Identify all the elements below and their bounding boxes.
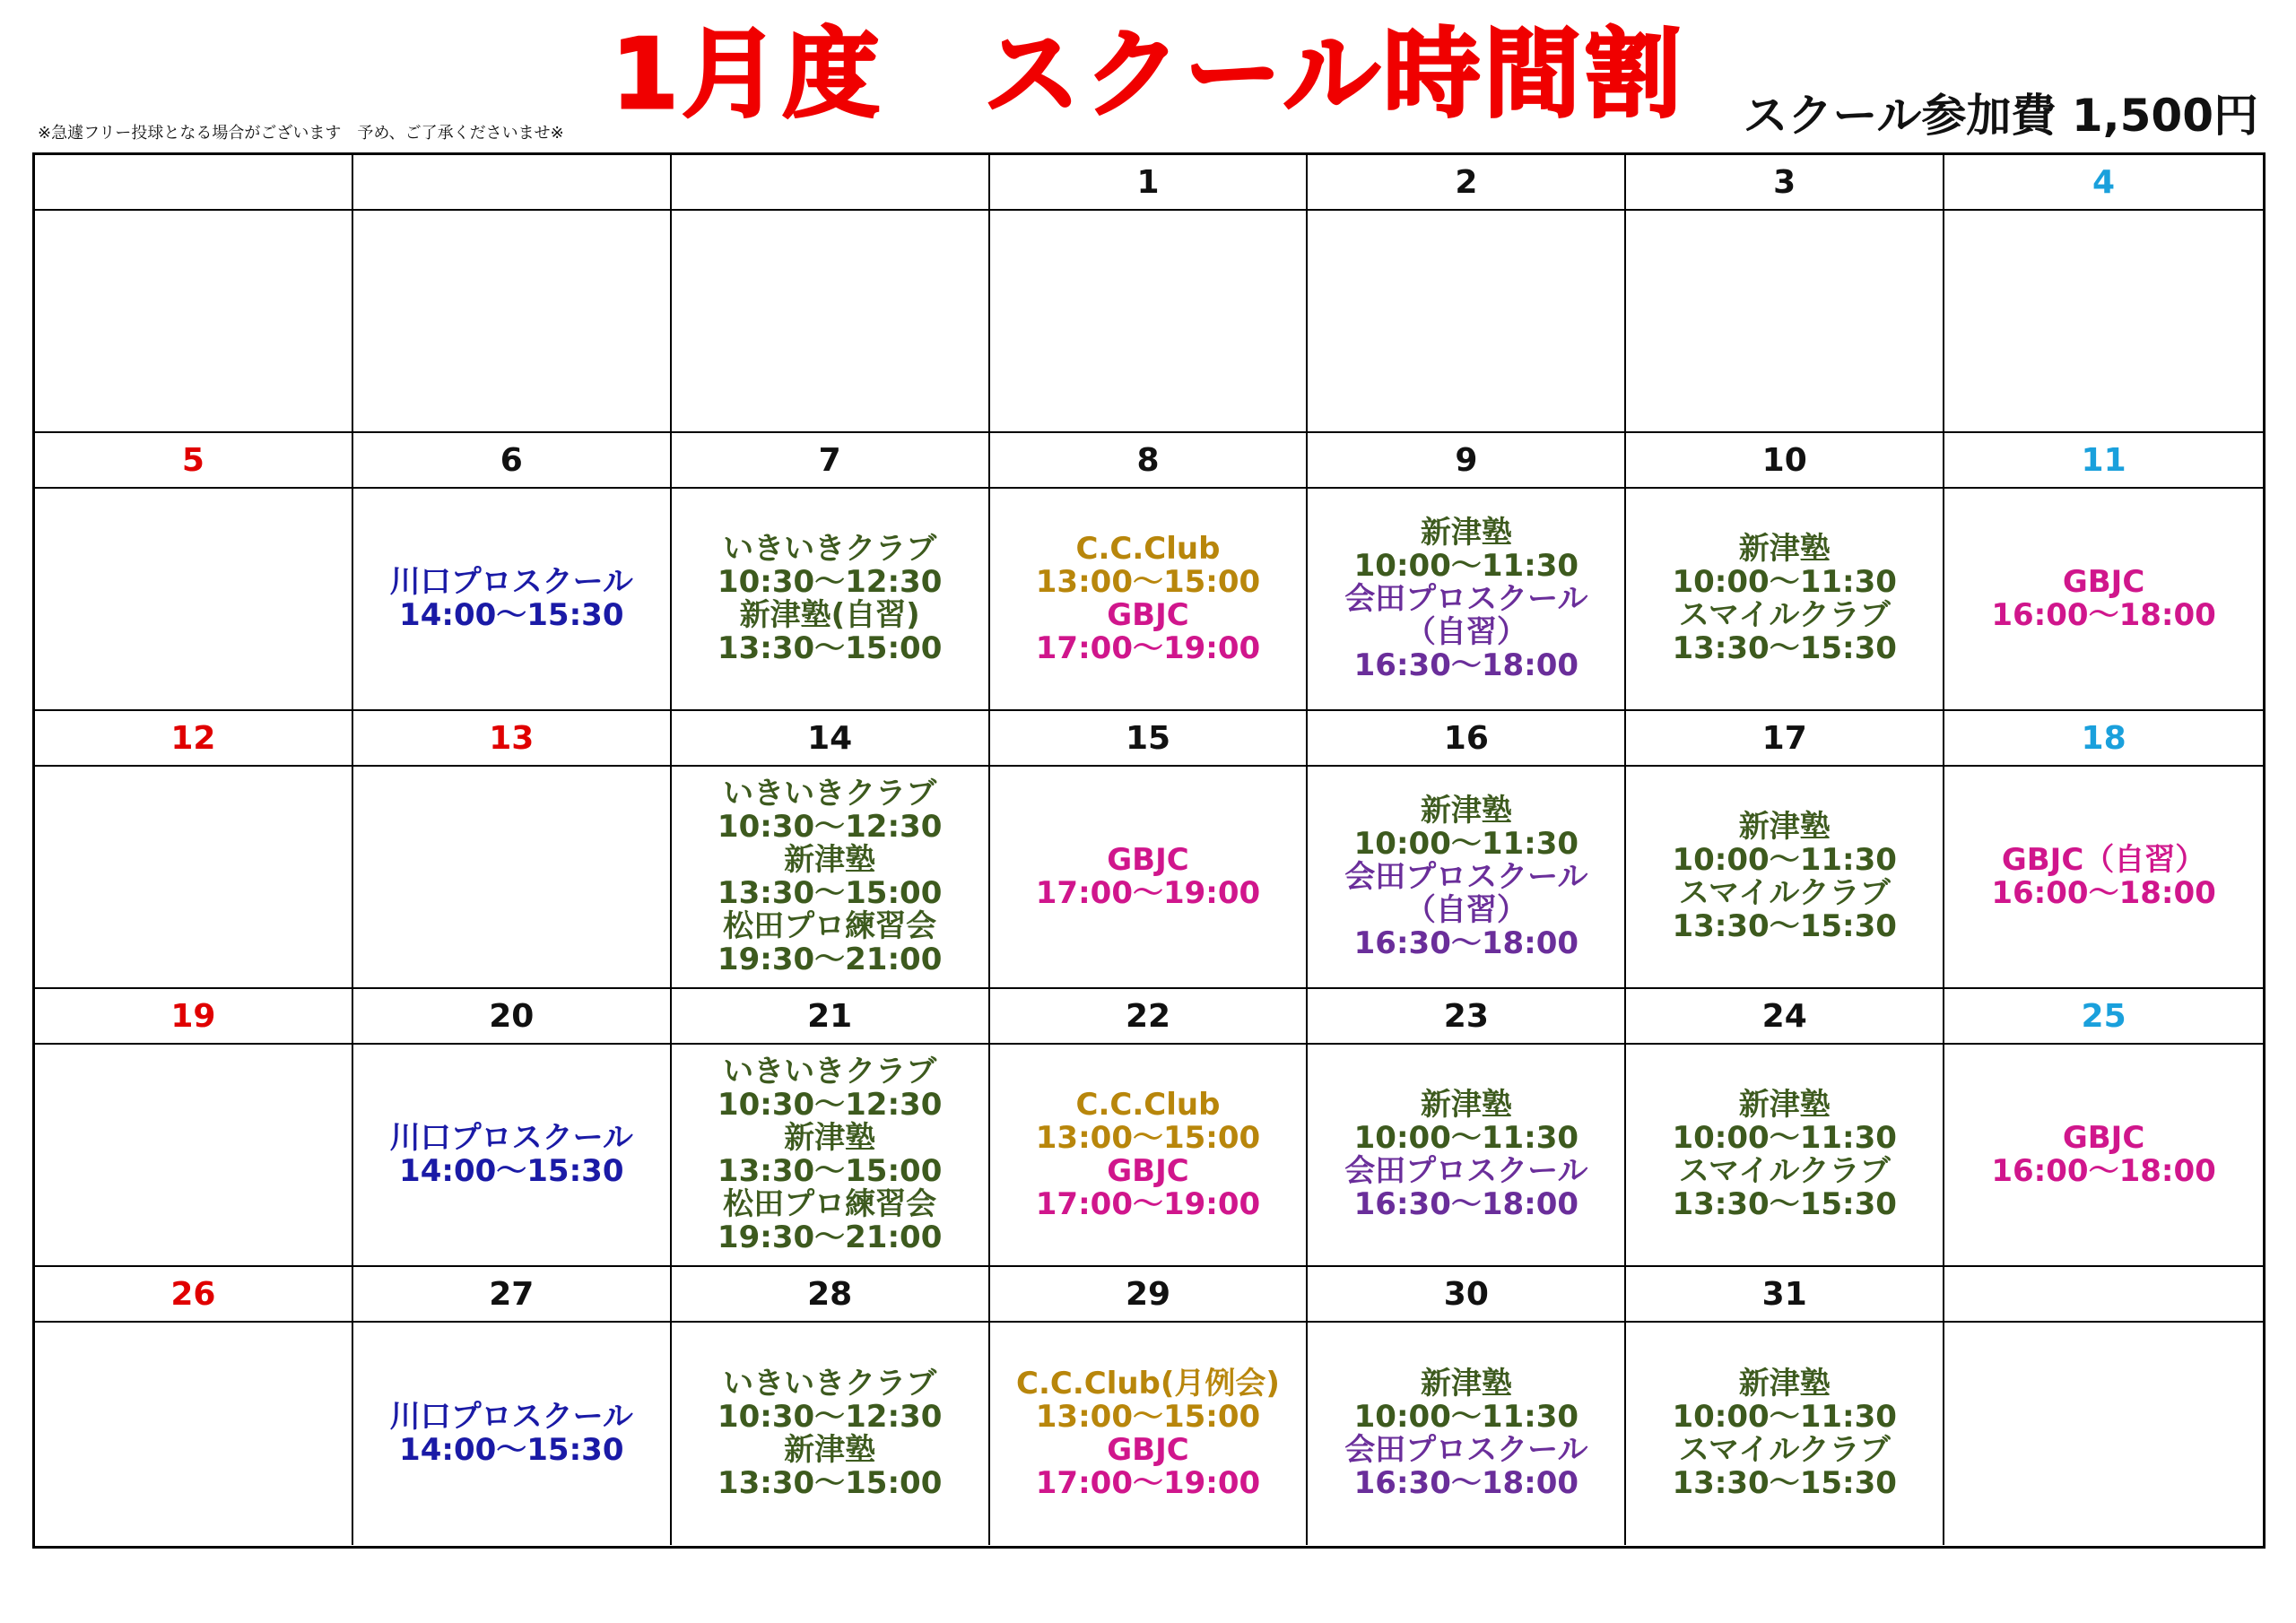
day-number: 26: [35, 1267, 353, 1323]
day-cell: [1626, 1045, 1944, 1267]
day-number: [1944, 1267, 2263, 1323]
day-cell: [1944, 1323, 2263, 1545]
day-cell: [990, 1045, 1309, 1267]
day-cell: [990, 1323, 1309, 1545]
schedule-event: [718, 533, 942, 599]
day-cell: [672, 489, 990, 711]
day-cell: [1308, 211, 1626, 433]
event-name: スマイルクラブ: [1678, 875, 1891, 911]
day-cell: [1626, 767, 1944, 989]
day-cell: [990, 767, 1309, 989]
day-number: 7: [672, 433, 990, 489]
day-number: 21: [672, 989, 990, 1045]
schedule-event: [390, 566, 633, 632]
event-name: いきいきクラブ: [723, 1054, 937, 1089]
event-time: 13:30～15:30: [1672, 1465, 1897, 1501]
day-number: 20: [353, 989, 672, 1045]
schedule-event: [1317, 858, 1615, 961]
schedule-event: [1036, 533, 1260, 599]
event-name: GBJC: [1107, 1153, 1189, 1189]
event-time: 10:00～11:30: [1353, 1120, 1579, 1156]
event-time: 16:30～18:00: [1353, 647, 1579, 683]
day-cell: [1626, 1323, 1944, 1545]
day-number: 24: [1626, 989, 1944, 1045]
day-number: 28: [672, 1267, 990, 1323]
event-name: GBJC: [1107, 597, 1189, 633]
event-name: C.C.Club(月例会): [1016, 1366, 1280, 1402]
school-fee: スクール参加費 1,500円: [1743, 90, 2258, 142]
schedule-event: [1317, 580, 1615, 683]
event-name: C.C.Club: [1075, 531, 1221, 567]
event-time: 17:00～19:00: [1035, 1186, 1261, 1222]
schedule-event: [390, 1122, 633, 1188]
day-cell: [353, 767, 672, 989]
schedule-event: [1672, 877, 1896, 943]
schedule-event: [1672, 1367, 1896, 1434]
schedule-event: [1672, 811, 1896, 877]
schedule-event: [1354, 1367, 1578, 1434]
event-name: GBJC: [1107, 1432, 1189, 1468]
event-time: 13:00～15:00: [1035, 1120, 1261, 1156]
event-name: 新津塾: [1420, 1366, 1512, 1402]
event-name: C.C.Club: [1075, 1087, 1221, 1123]
day-number: 8: [990, 433, 1309, 489]
event-time: 10:30～12:30: [717, 1399, 943, 1435]
schedule-event: [718, 910, 942, 976]
day-number: 18: [1944, 711, 2263, 767]
day-number: 31: [1626, 1267, 1944, 1323]
event-time: 17:00～19:00: [1035, 1465, 1261, 1501]
calendar-grid: [32, 152, 2266, 1549]
day-number: 17: [1626, 711, 1944, 767]
event-name: 新津塾: [784, 842, 876, 878]
event-time: 13:30～15:00: [717, 875, 943, 911]
day-number: 12: [35, 711, 353, 767]
schedule-event: [1354, 1089, 1578, 1155]
event-name: いきいきクラブ: [723, 776, 937, 812]
day-number: 16: [1308, 711, 1626, 767]
day-cell: [990, 489, 1309, 711]
event-time: 10:30～12:30: [717, 564, 943, 600]
event-name: 新津塾: [784, 1120, 876, 1156]
day-cell: [672, 1323, 990, 1545]
schedule-event: [1672, 1089, 1896, 1155]
day-cell: [1944, 211, 2263, 433]
event-time: 14:00～15:30: [399, 1153, 624, 1189]
day-number: 11: [1944, 433, 2263, 489]
event-name: スマイルクラブ: [1678, 597, 1891, 633]
day-cell: [353, 1323, 672, 1545]
schedule-event: [1344, 1155, 1587, 1221]
event-name: 新津塾: [784, 1432, 876, 1468]
day-number: [35, 155, 353, 211]
day-number: 25: [1944, 989, 2263, 1045]
event-name: 川口プロスクール: [389, 564, 633, 600]
schedule-event: [1344, 1434, 1587, 1500]
schedule-event: [1991, 566, 2215, 632]
event-name: 川口プロスクール: [389, 1120, 633, 1156]
event-name: GBJC: [2062, 1120, 2145, 1156]
day-cell: [672, 767, 990, 989]
day-number: 27: [353, 1267, 672, 1323]
event-name: 新津塾(自習): [739, 597, 920, 633]
day-cell: [1308, 1323, 1626, 1545]
day-cell: [1308, 1045, 1626, 1267]
event-time: 13:30～15:30: [1672, 1186, 1897, 1222]
day-number: 3: [1626, 155, 1944, 211]
schedule-event: [1036, 1089, 1260, 1155]
day-number: 30: [1308, 1267, 1626, 1323]
event-time: 10:00～11:30: [1353, 825, 1579, 862]
event-name: 松田プロ練習会: [723, 908, 937, 944]
event-name: GBJC: [1107, 842, 1189, 878]
notice-text: ※急遽フリー投球となる場合がございます 予め、ご了承くださいませ※: [38, 124, 564, 143]
day-cell: [35, 1045, 353, 1267]
event-name: 会田プロスクール（自習）: [1344, 858, 1588, 928]
event-name: 松田プロ練習会: [723, 1186, 937, 1222]
event-time: 17:00～19:00: [1035, 875, 1261, 911]
day-number: 19: [35, 989, 353, 1045]
schedule-event: [718, 599, 942, 665]
day-number: 5: [35, 433, 353, 489]
day-number: [672, 155, 990, 211]
day-cell: [1626, 211, 1944, 433]
day-number: 1: [990, 155, 1309, 211]
day-number: [353, 155, 672, 211]
day-cell: [35, 767, 353, 989]
event-name: 新津塾: [1738, 1366, 1831, 1402]
event-time: 13:30～15:00: [717, 1465, 943, 1501]
schedule-event: [1672, 1155, 1896, 1221]
event-time: 16:00～18:00: [1991, 597, 2216, 633]
day-number: 9: [1308, 433, 1626, 489]
schedule-event: [1991, 844, 2215, 910]
day-cell: [353, 489, 672, 711]
day-cell: [1944, 1045, 2263, 1267]
event-time: 10:30～12:30: [717, 1087, 943, 1123]
day-number: 15: [990, 711, 1309, 767]
day-number: 2: [1308, 155, 1626, 211]
day-cell: [35, 211, 353, 433]
day-cell: [353, 211, 672, 433]
schedule-event: [390, 1401, 633, 1467]
event-name: スマイルクラブ: [1678, 1432, 1891, 1468]
schedule-event: [718, 1188, 942, 1254]
day-cell: [672, 211, 990, 433]
event-name: 新津塾: [1420, 1087, 1512, 1123]
event-time: 10:00～11:30: [1672, 842, 1897, 878]
day-cell: [1944, 767, 2263, 989]
event-name: 会田プロスクール（自習）: [1344, 580, 1588, 650]
event-name: 会田プロスクール: [1344, 1153, 1588, 1189]
event-time: 10:00～11:30: [1672, 1120, 1897, 1156]
event-time: 16:30～18:00: [1353, 1186, 1579, 1222]
day-cell: [35, 489, 353, 711]
day-cell: [35, 1323, 353, 1545]
day-number: 23: [1308, 989, 1626, 1045]
day-number: 29: [990, 1267, 1309, 1323]
schedule-event: [1036, 844, 1260, 910]
event-time: 10:00～11:30: [1353, 1399, 1579, 1435]
day-number: 4: [1944, 155, 2263, 211]
event-name: 新津塾: [1420, 514, 1512, 551]
event-name: 川口プロスクール: [389, 1399, 633, 1435]
schedule-event: [718, 1367, 942, 1434]
schedule-event: [1354, 794, 1578, 861]
schedule-event: [1036, 1155, 1260, 1221]
event-time: 19:30～21:00: [717, 1219, 943, 1255]
event-name: GBJC: [2062, 564, 2145, 600]
day-number: 10: [1626, 433, 1944, 489]
schedule-event: [1991, 1122, 2215, 1188]
event-time: 13:00～15:00: [1035, 1399, 1261, 1435]
day-number: 22: [990, 989, 1309, 1045]
event-time: 10:00～11:30: [1672, 1399, 1897, 1435]
day-cell: [1626, 489, 1944, 711]
event-time: 19:30～21:00: [717, 942, 943, 977]
day-cell: [672, 1045, 990, 1267]
event-time: 10:30～12:30: [717, 809, 943, 845]
event-time: 17:00～19:00: [1035, 630, 1261, 666]
schedule-event: [1036, 1434, 1260, 1500]
event-name: 新津塾: [1738, 809, 1831, 845]
event-time: 14:00～15:30: [399, 597, 624, 633]
event-name: いきいきクラブ: [723, 1366, 937, 1402]
event-time: 13:30～15:00: [717, 630, 943, 666]
event-time: 13:30～15:30: [1672, 630, 1897, 666]
event-name: 新津塾: [1738, 531, 1831, 567]
event-name: 会田プロスクール: [1344, 1432, 1588, 1468]
schedule-event: [1672, 599, 1896, 665]
event-name: スマイルクラブ: [1678, 1153, 1891, 1189]
event-time: 13:30～15:30: [1672, 908, 1897, 944]
event-time: 16:00～18:00: [1991, 1153, 2216, 1189]
event-time: 14:00～15:30: [399, 1432, 624, 1468]
day-cell: [1944, 489, 2263, 711]
event-time: 16:30～18:00: [1353, 1465, 1579, 1501]
event-time: 10:00～11:30: [1672, 564, 1897, 600]
day-number: 13: [353, 711, 672, 767]
event-name: いきいきクラブ: [723, 531, 937, 567]
schedule-event: [718, 1055, 942, 1122]
page-title: 1月度 スクール時間割: [611, 19, 1685, 131]
schedule-event: [1672, 1434, 1896, 1500]
event-time: 13:00～15:00: [1035, 564, 1261, 600]
day-number: 6: [353, 433, 672, 489]
day-number: 14: [672, 711, 990, 767]
event-time: 13:30～15:00: [717, 1153, 943, 1189]
event-name: GBJC（自習）: [2001, 842, 2206, 878]
day-cell: [1308, 767, 1626, 989]
schedule-event: [718, 1434, 942, 1500]
schedule-event: [1354, 516, 1578, 583]
event-time: 10:00～11:30: [1353, 547, 1579, 584]
schedule-event: [1036, 599, 1260, 665]
event-time: 16:00～18:00: [1991, 875, 2216, 911]
event-time: 16:30～18:00: [1353, 924, 1579, 961]
schedule-event: [1016, 1367, 1280, 1434]
schedule-event: [718, 1122, 942, 1188]
event-name: 新津塾: [1738, 1087, 1831, 1123]
day-cell: [1308, 489, 1626, 711]
day-cell: [990, 211, 1309, 433]
schedule-event: [1672, 533, 1896, 599]
day-cell: [353, 1045, 672, 1267]
schedule-event: [718, 844, 942, 910]
event-name: 新津塾: [1420, 792, 1512, 829]
schedule-event: [718, 777, 942, 844]
